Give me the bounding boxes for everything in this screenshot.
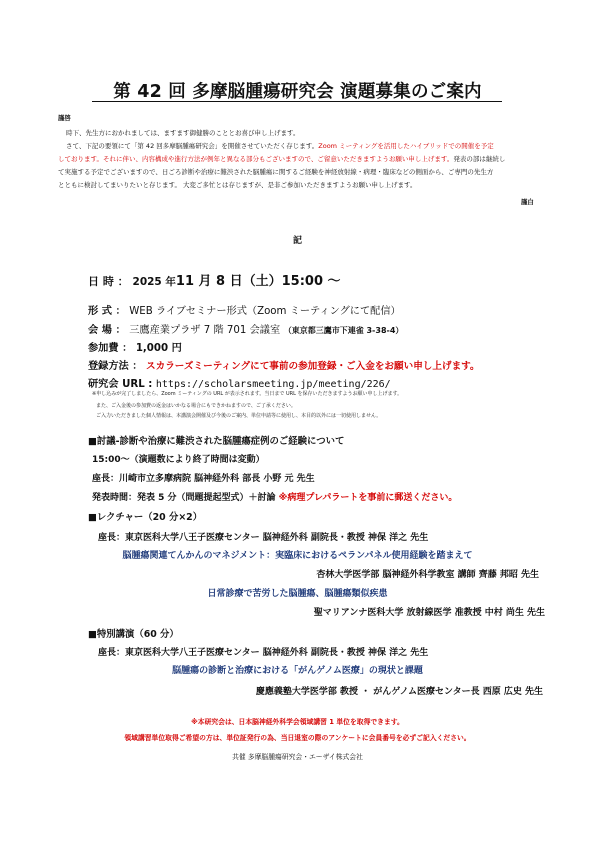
section-discussion-time: 15:00～（演題数により終了時間は変動） [92, 455, 265, 465]
note-3: ご入力いただきました個人情報は、本講演会開催及び今後のご案内、単位申請等に使用し、本目的以外には一切使用しません。 [96, 413, 382, 419]
lecture-1-title: 脳腫瘍関連てんかんのマネジメント：実臨床におけるペランパネル使用経験を踏まえて [122, 551, 473, 561]
body-line-5: とともに検討してまいりたいと存じます。 大変ご多忙とは存じますが、是非ご参加いただきますようお願い申し上げます。 [58, 181, 417, 189]
url-label: 研究会 URL : [88, 379, 153, 390]
footer-note-1: ※本研究会は、日本脳神経外科学会領域講習 1 単位を取得できます。 [191, 718, 404, 726]
lecture-1-speaker: 杏林大学医学部 脳神経外科学教室 講師 齊藤 邦昭 先生 [316, 570, 539, 580]
venue-address: （東京都三鷹市下連雀 3-38-4） [283, 326, 404, 335]
salutation: 謹啓 [58, 114, 71, 122]
special-lecture-title: 脳腫瘍の診断と治療における「がんゲノム医療」の現状と課題 [172, 666, 423, 676]
section-discussion-presentation [92, 490, 457, 503]
registration-value: スカラーズミーティングにて事前の参加登録・ご入金をお願い申し上げます。 [146, 361, 480, 372]
lecture-2-speaker: 聖マリアンナ医科大学 放射線医学 准教授 中村 尚生 先生 [313, 608, 545, 618]
format-label: 形 式 ： [88, 306, 126, 317]
ki-heading: 記 [292, 236, 302, 246]
registration-label: 登録方法 ： [88, 361, 143, 372]
section-lecture-chair: 座長：東京医科大学八王子医療センター 脳神経外科 副院長・教授 神保 洋之 先生 [98, 533, 429, 543]
format-row [88, 302, 401, 317]
section-lecture-title: ■レクチャー（20 分×2） [88, 512, 203, 523]
date-year: 2025 年 [132, 276, 176, 288]
body-line-3-emphasis: しております。それに伴い、内容構成や進行方法が例年と異なる部分もございますので、ご留意いただきますようお願い申し上げます。 [58, 155, 454, 163]
venue-label: 会 場 ： [88, 325, 126, 336]
meeting-url-link[interactable]: https://scholarsmeeting.jp/meeting/226/ [155, 379, 391, 390]
date-value: 11 月 8 日（土）15:00 ～ [175, 274, 341, 289]
presentation-time: 発表時間：発表 5 分（問題提起型式）＋討論 [92, 493, 276, 503]
section-discussion-chair: 座長：川崎市立多摩病院 脳神経外科 部長 小野 元 先生 [92, 474, 315, 484]
format-value: WEB ライブセミナー形式（Zoom ミーティングにて配信） [129, 306, 401, 317]
section-special-chair: 座長：東京医科大学八王子医療センター 脳神経外科 副院長・教授 神保 洋之 先生 [98, 648, 429, 658]
body-line-1: 時下、先生方におかれましては、ますます御健勝のこととお喜び申し上げます。 [66, 129, 300, 137]
fee-row [88, 339, 182, 354]
closing: 謹白 [521, 198, 534, 206]
body-line-3 [58, 153, 505, 166]
presentation-note: ※病理プレパラートを事前に郵送ください。 [278, 493, 458, 503]
date-label: 日 時 ： [88, 275, 129, 288]
body-line-2 [66, 140, 494, 153]
title-underline [92, 101, 502, 102]
url-row [88, 375, 391, 390]
section-special-title: ■特別講演（60 分） [88, 629, 179, 640]
note-1: ※申し込みが完了しましたら、Zoom ミーティングの URL が表示されます。当日まで URL を保存いただきますようお願い申し上げます。 [92, 391, 403, 397]
note-2: また、ご入金後の参加費の返金はいかなる場合にもできかねますので、ご了承ください。 [96, 403, 296, 409]
cohost-line: 共催 多摩脳腫瘍研究会・エーザイ株式会社 [232, 753, 363, 761]
registration-row [88, 357, 480, 372]
fee-label: 参加費 ： [88, 343, 133, 354]
venue-value: 三鷹産業プラザ 7 階 701 会議室 [129, 325, 281, 336]
body-line-2-text: さて、下記の要領にて「第 42 回多摩脳腫瘍研究会」を開催させていただく存じます。 [66, 142, 319, 150]
footer-note-2: 領域講習単位取得ご希望の方は、単位証発行の為、当日退室の際のアンケートに会員番号を必ずご記入ください。 [124, 734, 471, 742]
date-row [88, 270, 341, 289]
venue-row [88, 321, 403, 336]
lecture-2-title: 日常診療で苦労した脳腫瘍、脳腫瘍類似疾患 [207, 589, 388, 599]
special-lecture-speaker: 慶應義塾大学医学部 教授 ・ がんゲノム医療センター長 西原 広史 先生 [255, 687, 543, 697]
body-line-2-emphasis: Zoom ミーティングを活用したハイブリッドでの開催を予定 [318, 142, 494, 150]
fee-value: 1,000 円 [135, 343, 182, 354]
page-title: 第 42 回 多摩脳腫瘍研究会 演題募集のご案内 [113, 82, 482, 102]
body-line-3-text: 発表の部は継続し [453, 155, 506, 163]
body-line-4: て実施する予定でございますので、日ごろ診断や治療に難渋された脳腫瘍に関するご経験を神経放射線・病理・臨床などの側面から、ご専門の先生方 [58, 168, 494, 176]
section-discussion-title: ■討議-診断や治療に難渋された脳腫瘍症例のご経験について [88, 436, 345, 447]
